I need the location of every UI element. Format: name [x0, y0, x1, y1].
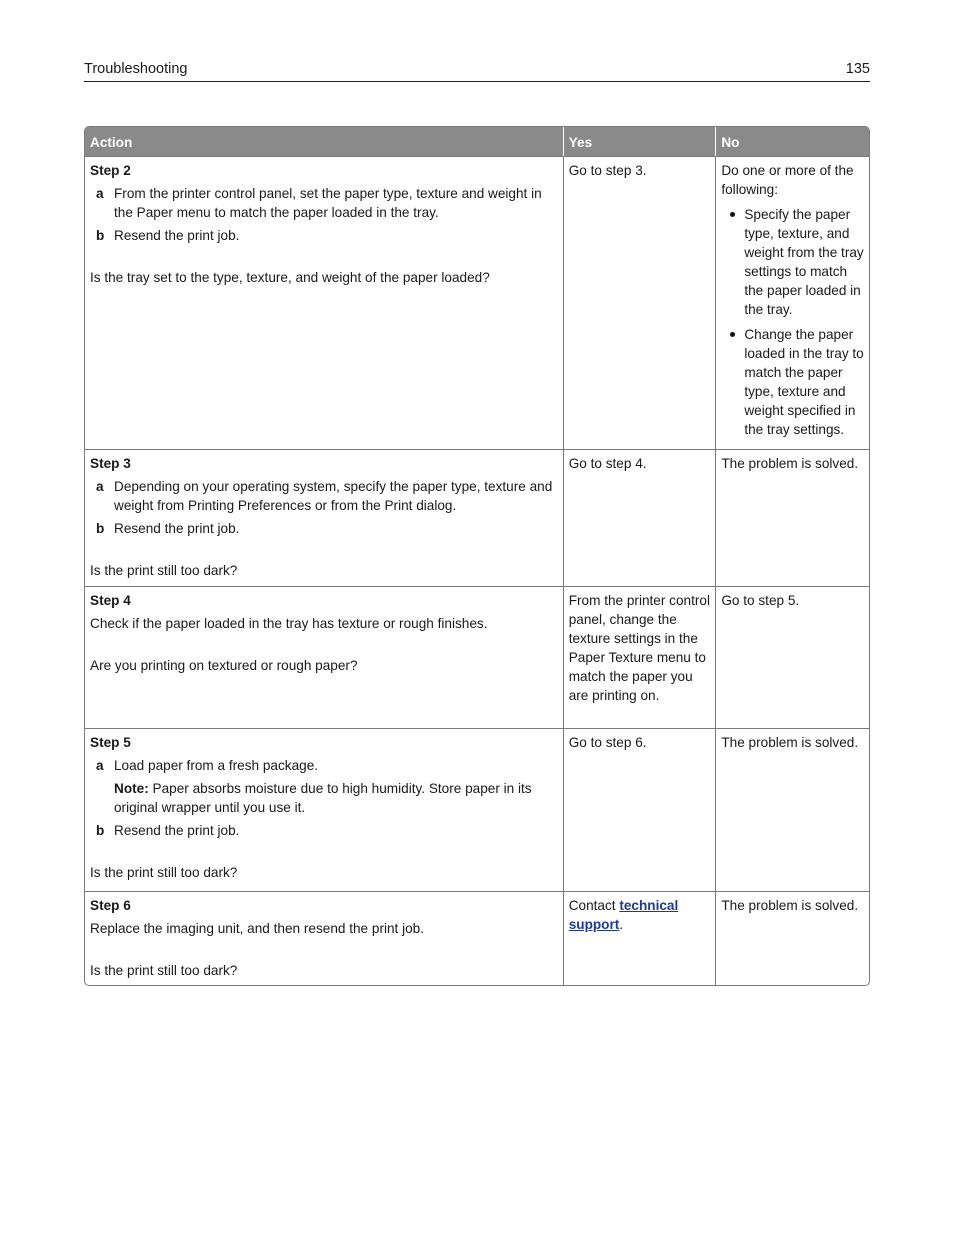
table-row-step-6 — [85, 891, 869, 985]
table-row-step-3 — [85, 449, 869, 586]
step-title: Step 3 — [90, 456, 131, 471]
yes-cell: Go to step 4. — [564, 449, 717, 586]
table-row-step-4 — [85, 586, 869, 728]
no-cell: The problem is solved. — [716, 891, 869, 985]
step-title: Step 5 — [90, 735, 131, 750]
table-row-step-5 — [85, 728, 869, 891]
column-header-yes: Yes — [564, 127, 717, 156]
note — [114, 779, 558, 817]
step-text: Replace the imaging unit, and then resend the print job. — [90, 921, 425, 936]
sub-step — [90, 519, 558, 538]
step-title: Step 2 — [90, 163, 131, 178]
no-cell: The problem is solved. — [716, 728, 869, 891]
sub-step — [90, 184, 558, 222]
yes-suffix-text: . — [619, 917, 624, 932]
step-question: Are you printing on textured or rough paper? — [90, 658, 358, 673]
action-cell — [85, 728, 564, 891]
action-cell — [85, 449, 564, 586]
step-question: Is the print still too dark? — [90, 865, 238, 880]
action-cell — [85, 586, 564, 728]
bullet-item: Specify the paper type, texture, and weight from the tray settings to match the paper loaded in the tray. — [721, 205, 864, 319]
sub-step-label: b — [96, 521, 105, 536]
action-cell — [85, 891, 564, 985]
sub-step-label: b — [96, 823, 105, 838]
sub-step-text: Resend the print job. — [114, 823, 240, 838]
page-number: 135 — [845, 61, 870, 77]
column-header-no: No — [716, 127, 869, 156]
yes-cell: From the printer control panel, change the texture settings in the Paper Texture menu to match the paper you are printing on. — [564, 586, 717, 728]
sub-step-text: From the printer control panel, set the paper type, texture and weight in the Paper menu to match the paper loaded in the tray. — [114, 186, 542, 220]
table-row-step-2 — [85, 156, 869, 449]
no-intro-text: Do one or more of the following: — [721, 163, 854, 197]
sub-step-text: Resend the print job. — [114, 228, 240, 243]
table-header-row — [85, 127, 869, 156]
yes-cell: Go to step 3. — [564, 156, 717, 449]
sub-step-text: Resend the print job. — [114, 521, 240, 536]
page-header — [84, 59, 870, 82]
note-label: Note: — [114, 781, 149, 796]
sub-step — [90, 821, 558, 840]
step-text: Check if the paper loaded in the tray has texture or rough finishes. — [90, 616, 488, 631]
sub-step-label: a — [96, 758, 104, 773]
sub-step-label: a — [96, 186, 104, 201]
step-question: Is the tray set to the type, texture, and weight of the paper loaded? — [90, 270, 490, 285]
technical-support-link[interactable]: technical support — [568, 898, 679, 932]
section-title: Troubleshooting — [84, 61, 188, 77]
bullet-item: Change the paper loaded in the tray to match the paper type, texture and weight specified in the tray settings. — [721, 325, 864, 439]
sub-step — [90, 756, 558, 775]
step-title: Step 4 — [90, 593, 131, 608]
step-question: Is the print still too dark? — [90, 563, 238, 578]
sub-step-label: a — [96, 479, 104, 494]
action-cell — [85, 156, 564, 449]
step-title: Step 6 — [90, 898, 131, 913]
sub-step — [90, 226, 558, 245]
no-bullet-list — [721, 205, 864, 439]
yes-prefix-text: Contact — [568, 898, 620, 913]
no-cell: The problem is solved. — [716, 449, 869, 586]
no-cell — [716, 156, 869, 449]
yes-cell — [564, 891, 717, 985]
sub-step-text: Load paper from a fresh package. — [114, 758, 319, 773]
sub-step-text: Depending on your operating system, specify the paper type, texture and weight from Printing Preferences or from the Print dialog. — [114, 479, 553, 513]
step-question: Is the print still too dark? — [90, 963, 238, 978]
note-text: Paper absorbs moisture due to high humidity. Store paper in its original wrapper until you use it. — [114, 781, 532, 815]
yes-cell: Go to step 6. — [564, 728, 717, 891]
no-cell: Go to step 5. — [716, 586, 869, 728]
troubleshooting-table — [84, 126, 870, 986]
sub-step — [90, 477, 558, 515]
sub-step-label: b — [96, 228, 105, 243]
column-header-action: Action — [85, 127, 564, 156]
